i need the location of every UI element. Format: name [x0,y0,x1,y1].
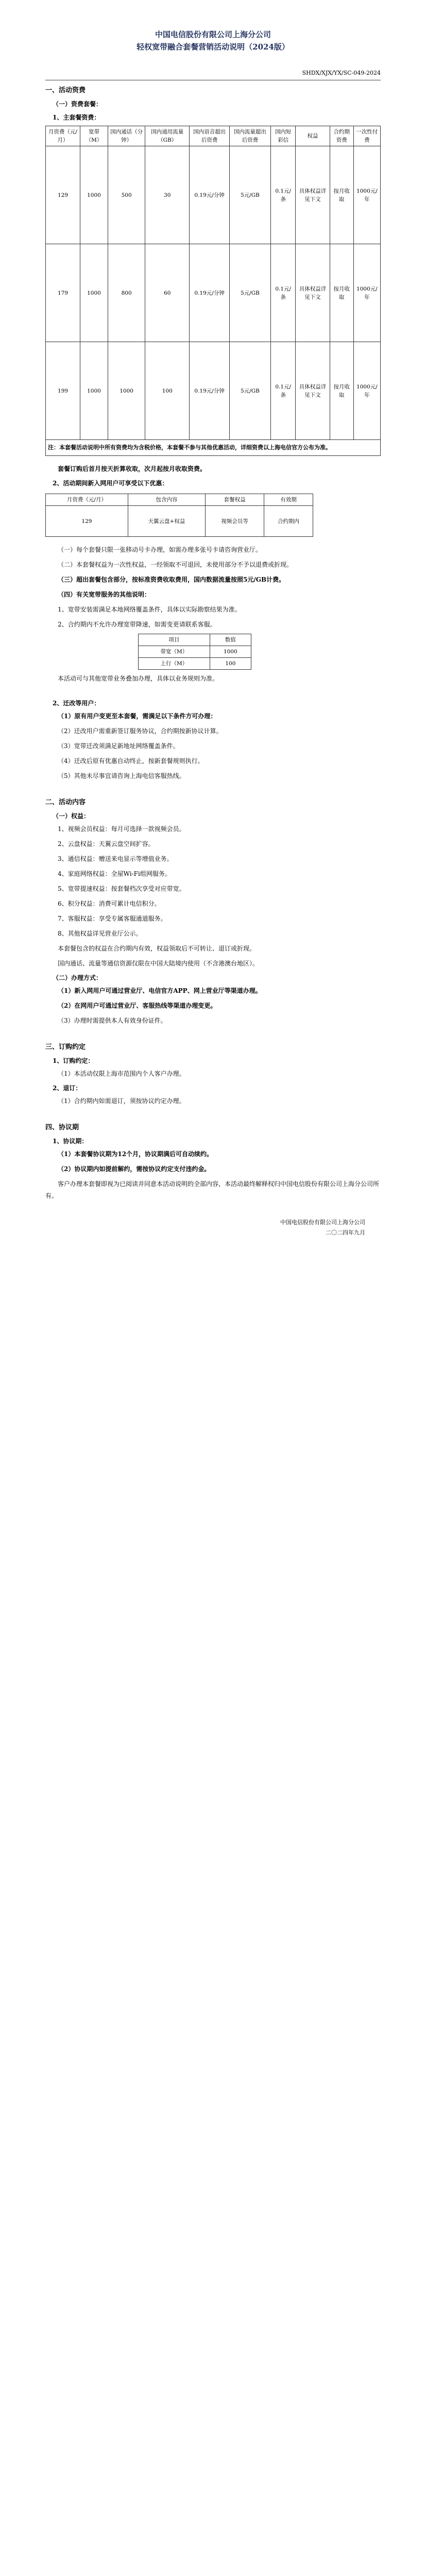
paragraph: （2）协议期内如提前解约，需按协议约定支付违约金。 [58,1165,211,1173]
table-cell: 具体权益详见下文 [296,146,330,244]
table-cell: 上行（M） [139,658,210,670]
section-heading-4: 四、协议期 [45,1124,79,1131]
bandwidth-table [138,634,251,670]
section-heading-3: 三、订购约定 [45,1043,86,1051]
table-header-row [46,126,381,146]
table-header: 合约期资费 [330,126,353,146]
table-header: 国内通话（分钟） [108,126,145,146]
paragraph: （四）有关宽带服务的其他说明： [58,591,151,598]
table-cell: 1000 [80,342,108,440]
subsection-heading: 1、主套餐资费： [53,114,100,121]
table-cell: 按月收取 [330,244,353,342]
table-cell: 视频会员等 [205,506,264,537]
document-date: 二〇二四年九月 [326,1229,365,1236]
list-item: 3、通信权益：赠送来电显示等增值业务。 [58,855,173,862]
document-title [45,28,381,53]
table-row [139,646,251,658]
list-item: 7、客服权益：享受专属客服通道服务。 [58,915,167,922]
table-header: 项目 [139,634,210,646]
table-header: 权益 [296,126,330,146]
company-signature: 中国电信股份有限公司上海分公司 [280,1219,365,1226]
benefit-table [45,494,313,537]
table-cell: 0.19元/分钟 [190,244,230,342]
paragraph: （二）本套餐权益为一次性权益，一经领取不可退回，未使用部分不予以退费或折现。 [58,561,293,568]
paragraph: （三）超出套餐包含部分，按标准资费收取费用，国内数据流量按照5元/GB计费。 [58,576,285,583]
table-header: 套餐权益 [205,494,264,506]
table-cell: 100 [145,342,190,440]
table-header: 月资费（元/月） [46,126,80,146]
table-cell: 1000 [80,146,108,244]
table-cell: 500 [108,146,145,244]
subsection-heading: 1、协议期： [53,1138,88,1145]
table-row [46,506,313,537]
package-fee-table [45,126,381,456]
table-cell: 具体权益详见下文 [296,244,330,342]
table-cell: 199 [46,342,80,440]
subsection-heading: 2、迁改等用户： [53,700,100,707]
table-cell: 0.19元/分钟 [190,146,230,244]
paragraph: （1）合约期内如需退订，须按协议约定办理。 [58,1097,185,1105]
table-cell: 1000元/年 [353,146,380,244]
subsection-heading: 2、退订： [53,1084,82,1092]
table-header-row [139,634,251,646]
table-cell: 0.19元/分钟 [190,342,230,440]
list-item: 4、家庭网络权益：全屋Wi-Fi组网服务。 [58,870,171,877]
table-cell: 0.1元/条 [270,342,295,440]
table-header: 国内短彩信 [270,126,295,146]
table-cell: 1000元/年 [353,342,380,440]
list-item: 8、其他权益详见营业厅公示。 [58,930,142,937]
table-cell: 具体权益详见下文 [296,342,330,440]
table-header: 一次性付费 [353,126,380,146]
table-row [46,146,381,244]
table-cell: 0.1元/条 [270,244,295,342]
subsection-heading: （一）资费套餐： [53,100,103,108]
table-cell: 1000 [210,646,251,658]
table-cell: 179 [46,244,80,342]
subsection-heading: （二）办理方式： [53,974,103,981]
table-cell: 60 [145,244,190,342]
table-cell: 30 [145,146,190,244]
section-heading-2: 二、活动内容 [45,799,86,806]
table-header: 包含内容 [128,494,205,506]
table-header: 数值 [210,634,251,646]
table-cell: 按月收取 [330,342,353,440]
table-cell: 0.1元/条 [270,146,295,244]
table-cell: 合约期内 [264,506,313,537]
table-header: 国内语音超出后资费 [190,126,230,146]
table-cell: 800 [108,244,145,342]
paragraph: （3）办理时需提供本人有效身份证件。 [58,1017,167,1024]
table-header: 月资费（元/月） [46,494,128,506]
table-header: 国内通用流量（GB） [145,126,190,146]
table-header: 国内流量超出后资费 [229,126,270,146]
subsection-heading: （一）权益： [53,812,90,820]
list-item: 2、云盘权益：天翼云盘空间扩容。 [58,840,155,848]
paragraph: （5）其他未尽事宜请咨询上海电信客服热线。 [58,772,185,779]
document-subtitle: 轻权宽带融合套餐营销活动说明（2024版） [137,42,289,52]
table-header-row [46,494,313,506]
table-cell: 天翼云盘+权益 [128,506,205,537]
table-cell: 5元/GB [229,244,270,342]
list-item: 6、积分权益：消费可累计电信积分。 [58,900,161,907]
paragraph: （2）在网用户可通过营业厅、客服热线等渠道办理变更。 [58,1002,217,1009]
table-note: 注：本套餐活动说明中所有资费均为含税价格，本套餐不参与其他优惠活动，详细资费以上海电信官方公布为准。 [46,440,381,456]
signature-block [45,1217,381,1238]
paragraph: 本活动可与其他宽带业务叠加办理，具体以业务规则为准。 [58,675,219,682]
table-row [46,244,381,342]
table-cell: 1000 [108,342,145,440]
table-cell: 5元/GB [229,146,270,244]
table-cell: 129 [46,146,80,244]
paragraph: 2、合约期内不允许办理宽带降速，如需变更请联系客服。 [58,621,216,628]
table-cell: 1000元/年 [353,244,380,342]
paragraph: （3）宽带迁改须满足新地址网络覆盖条件。 [58,742,179,750]
table-cell: 100 [210,658,251,670]
paragraph: （1）本套餐协议期为12个月，协议期满后可自动续约。 [58,1150,213,1158]
section-heading-1: 一、活动资费 [45,87,86,94]
document-number: SHDX/XJX/YX/SC-049-2024 [302,70,381,76]
paragraph: 客户办理本套餐即视为已阅读并同意本活动说明的全部内容，本活动最终解释权归中国电信股份有限公司上海分公司所有。 [45,1180,380,1199]
table-cell: 带宽（M） [139,646,210,658]
table-header: 有效期 [264,494,313,506]
paragraph: （1）原有用户变更至本套餐，需满足以下条件方可办理： [58,713,217,720]
paragraph: （2）迁改用户需重新签订服务协议，合约期按新协议计算。 [58,727,223,735]
table-cell: 129 [46,506,128,537]
table-cell: 5元/GB [229,342,270,440]
paragraph: （4）迁改后原有优惠自动终止，按新套餐规则执行。 [58,757,204,765]
paragraph: （1）新入网用户可通过营业厅、电信官方APP、网上营业厅等渠道办理。 [58,987,262,994]
list-item: 5、宽带提速权益：按套餐档次享受对应带宽。 [58,885,185,892]
list-item: 1、视频会员权益：每月可选择一款视频会员。 [58,825,185,833]
table-header: 宽带（M） [80,126,108,146]
paragraph: 本套餐包含的权益在合约期内有效，权益领取后不可转让、退订或折现。 [58,945,256,952]
table-row [139,658,251,670]
paragraph: （1）本活动仅限上海市范围内个人客户办理。 [58,1070,185,1077]
paragraph: 国内通话、流量等通信资源仅限在中国大陆境内使用（不含港澳台地区）。 [58,960,259,967]
table-cell: 按月收取 [330,146,353,244]
company-title: 中国电信股份有限公司上海分公司 [155,30,271,39]
table-cell: 1000 [80,244,108,342]
paragraph: 套餐订购后首月按天折算收取，次月起按月收取资费。 [58,465,207,472]
subsection-heading: 2、活动期间新入网用户可享受以下优惠： [53,480,168,487]
table-note-row [46,440,381,456]
paragraph: 1、宽带安装需满足本地网络覆盖条件，具体以实际勘察结果为准。 [58,606,241,613]
subsection-heading: 1、订购约定： [53,1057,94,1064]
table-row [46,342,381,440]
paragraph: （一）每个套餐只限一张移动号卡办理，如需办理多张号卡请咨询营业厅。 [58,546,262,553]
